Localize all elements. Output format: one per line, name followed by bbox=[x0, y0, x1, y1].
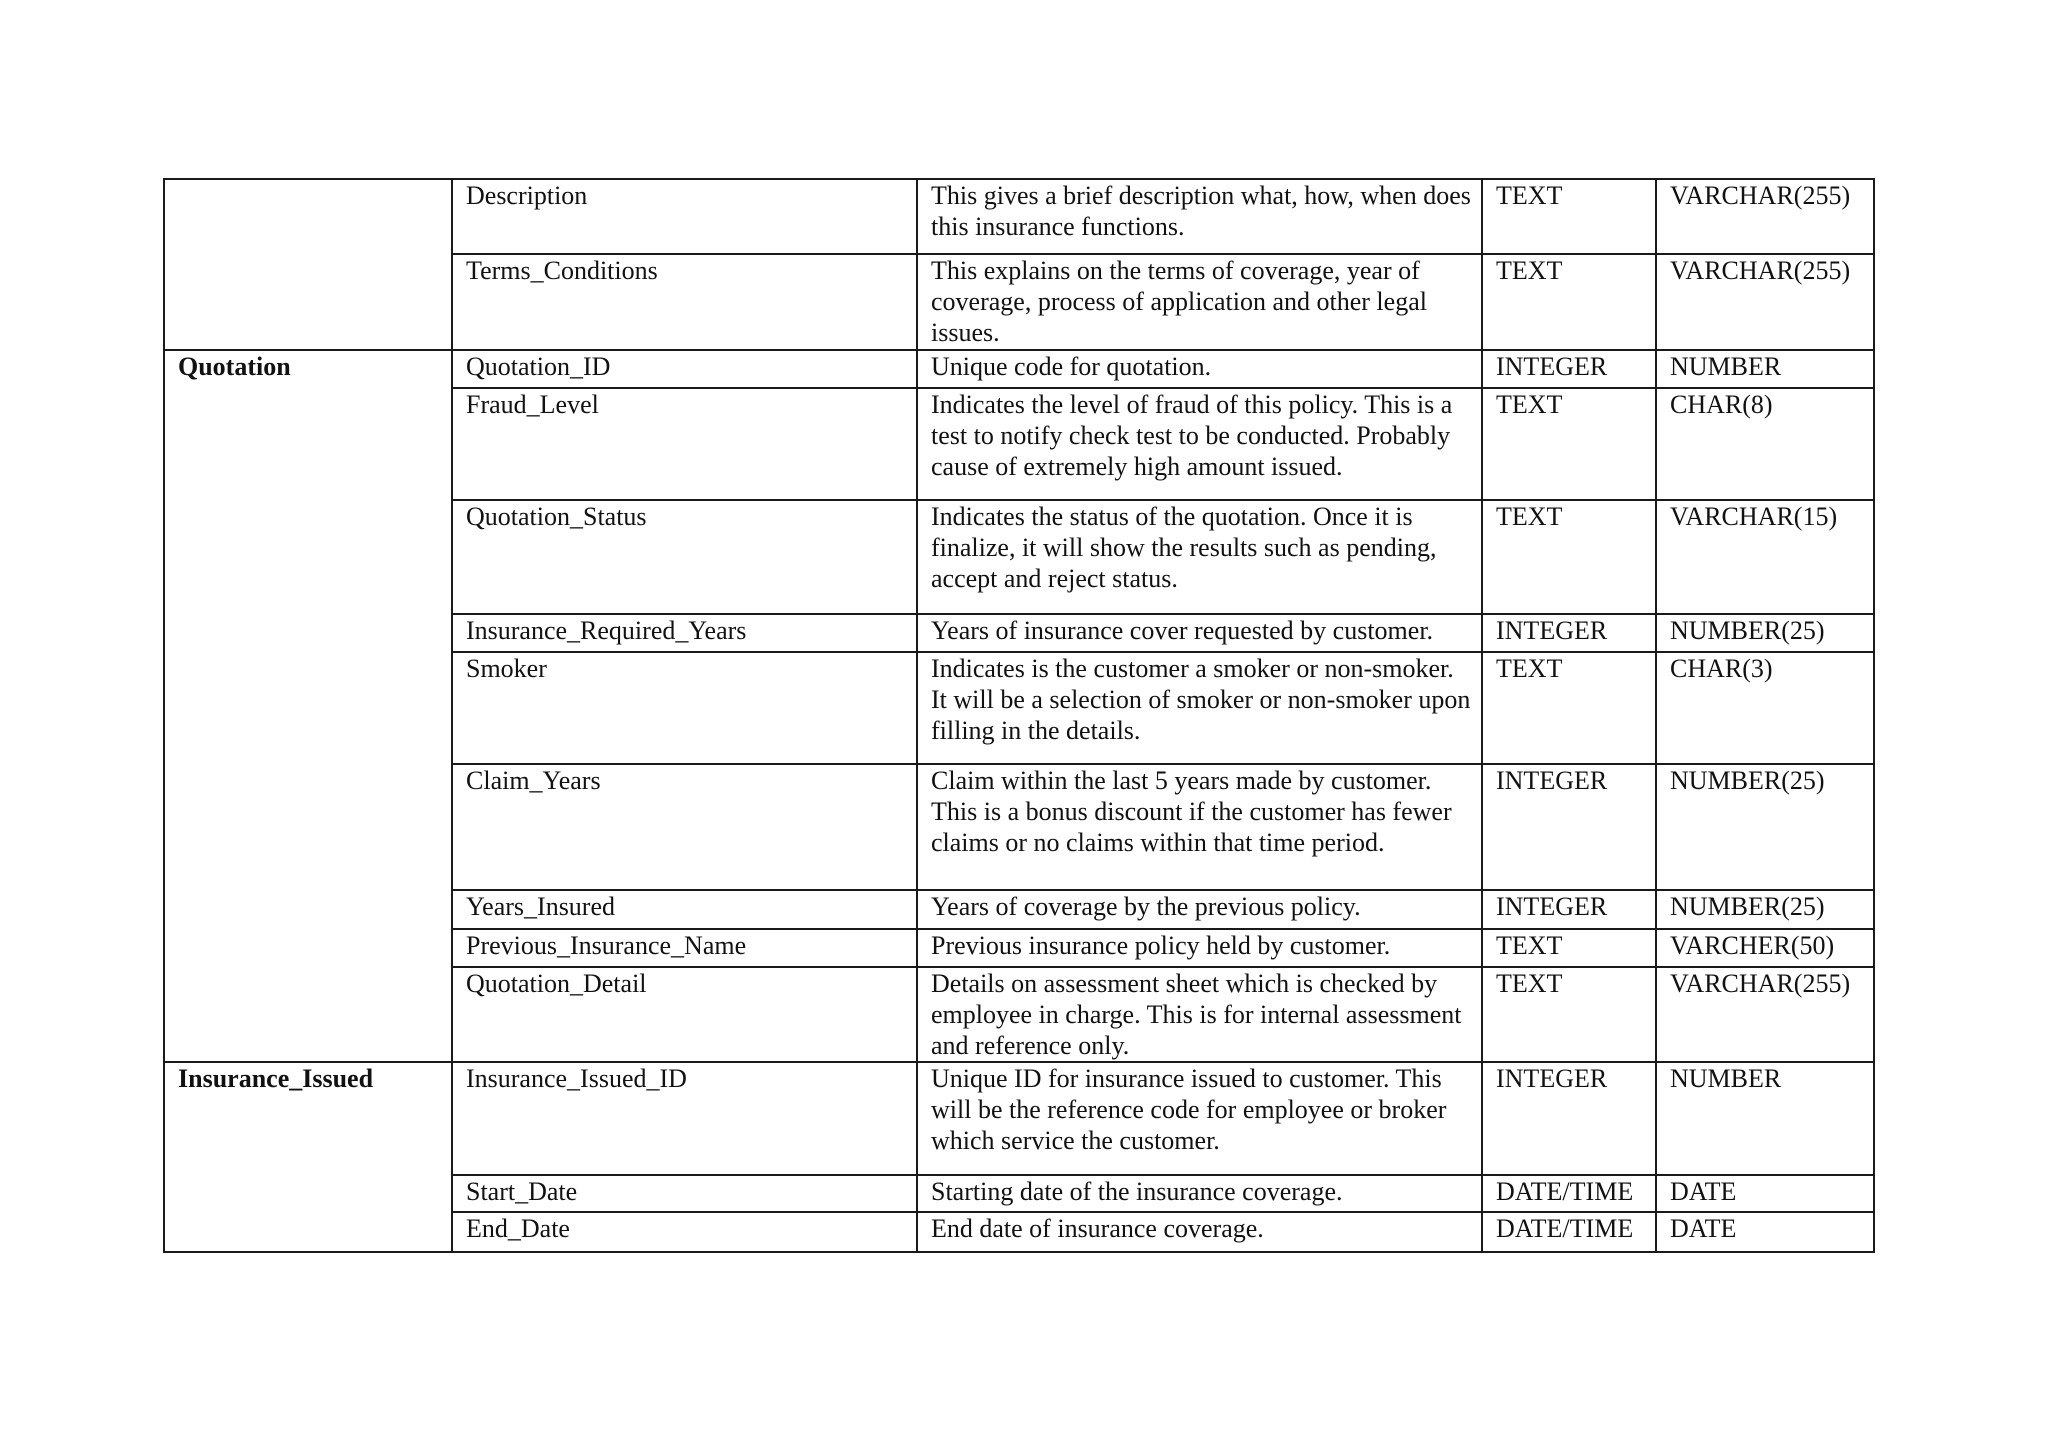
description-cell: Unique code for quotation. bbox=[917, 350, 1482, 388]
description-cell: This gives a brief description what, how, when does this insurance functions. bbox=[917, 179, 1482, 254]
description-cell: Previous insurance policy held by customer. bbox=[917, 929, 1482, 967]
attribute-cell: Years_Insured bbox=[452, 890, 917, 929]
attribute-cell: Fraud_Level bbox=[452, 388, 917, 500]
format-cell: CHAR(8) bbox=[1656, 388, 1874, 500]
format-cell: VARCHAR(255) bbox=[1656, 967, 1874, 1062]
data-dictionary-table bbox=[163, 178, 1875, 1253]
type-cell: TEXT bbox=[1482, 652, 1656, 764]
description-cell: Years of coverage by the previous policy. bbox=[917, 890, 1482, 929]
table-row bbox=[164, 179, 1874, 254]
attribute-cell: Quotation_ID bbox=[452, 350, 917, 388]
table-row bbox=[164, 350, 1874, 388]
type-cell: DATE/TIME bbox=[1482, 1212, 1656, 1252]
description-cell: Details on assessment sheet which is checked by employee in charge. This is for internal assessment and reference only. bbox=[917, 967, 1482, 1062]
description-cell: Years of insurance cover requested by customer. bbox=[917, 614, 1482, 652]
description-cell: Indicates is the customer a smoker or non-smoker. It will be a selection of smoker or non-smoker upon filling in the details. bbox=[917, 652, 1482, 764]
description-cell: Claim within the last 5 years made by customer. This is a bonus discount if the customer has fewer claims or no claims within that time period. bbox=[917, 764, 1482, 890]
attribute-cell: Claim_Years bbox=[452, 764, 917, 890]
attribute-cell: Quotation_Status bbox=[452, 500, 917, 614]
format-cell: NUMBER(25) bbox=[1656, 614, 1874, 652]
type-cell: TEXT bbox=[1482, 179, 1656, 254]
table-row bbox=[164, 1062, 1874, 1175]
attribute-cell: Insurance_Issued_ID bbox=[452, 1062, 917, 1175]
format-cell: NUMBER(25) bbox=[1656, 764, 1874, 890]
description-cell: Indicates the status of the quotation. Once it is finalize, it will show the results such as pending, accept and reject status. bbox=[917, 500, 1482, 614]
type-cell: TEXT bbox=[1482, 929, 1656, 967]
format-cell: NUMBER bbox=[1656, 350, 1874, 388]
type-cell: TEXT bbox=[1482, 500, 1656, 614]
format-cell: NUMBER bbox=[1656, 1062, 1874, 1175]
attribute-cell: Quotation_Detail bbox=[452, 967, 917, 1062]
format-cell: VARCHAR(15) bbox=[1656, 500, 1874, 614]
entity-cell bbox=[164, 179, 452, 350]
description-cell: This explains on the terms of coverage, year of coverage, process of application and other legal issues. bbox=[917, 254, 1482, 350]
entity-cell: Insurance_Issued bbox=[164, 1062, 452, 1252]
type-cell: DATE/TIME bbox=[1482, 1175, 1656, 1212]
type-cell: TEXT bbox=[1482, 388, 1656, 500]
type-cell: TEXT bbox=[1482, 254, 1656, 350]
attribute-cell: End_Date bbox=[452, 1212, 917, 1252]
format-cell: VARCHAR(255) bbox=[1656, 179, 1874, 254]
type-cell: INTEGER bbox=[1482, 764, 1656, 890]
type-cell: INTEGER bbox=[1482, 1062, 1656, 1175]
attribute-cell: Description bbox=[452, 179, 917, 254]
description-cell: Starting date of the insurance coverage. bbox=[917, 1175, 1482, 1212]
description-cell: Indicates the level of fraud of this policy. This is a test to notify check test to be conducted. Probably cause of extremely high amount issued. bbox=[917, 388, 1482, 500]
entity-cell: Quotation bbox=[164, 350, 452, 1062]
attribute-cell: Start_Date bbox=[452, 1175, 917, 1212]
description-cell: Unique ID for insurance issued to customer. This will be the reference code for employee or broker which service the customer. bbox=[917, 1062, 1482, 1175]
format-cell: VARCHAR(255) bbox=[1656, 254, 1874, 350]
type-cell: INTEGER bbox=[1482, 890, 1656, 929]
type-cell: INTEGER bbox=[1482, 614, 1656, 652]
type-cell: TEXT bbox=[1482, 967, 1656, 1062]
type-cell: INTEGER bbox=[1482, 350, 1656, 388]
attribute-cell: Terms_Conditions bbox=[452, 254, 917, 350]
attribute-cell: Previous_Insurance_Name bbox=[452, 929, 917, 967]
format-cell: NUMBER(25) bbox=[1656, 890, 1874, 929]
description-cell: End date of insurance coverage. bbox=[917, 1212, 1482, 1252]
format-cell: DATE bbox=[1656, 1175, 1874, 1212]
attribute-cell: Insurance_Required_Years bbox=[452, 614, 917, 652]
attribute-cell: Smoker bbox=[452, 652, 917, 764]
format-cell: VARCHER(50) bbox=[1656, 929, 1874, 967]
format-cell: CHAR(3) bbox=[1656, 652, 1874, 764]
format-cell: DATE bbox=[1656, 1212, 1874, 1252]
